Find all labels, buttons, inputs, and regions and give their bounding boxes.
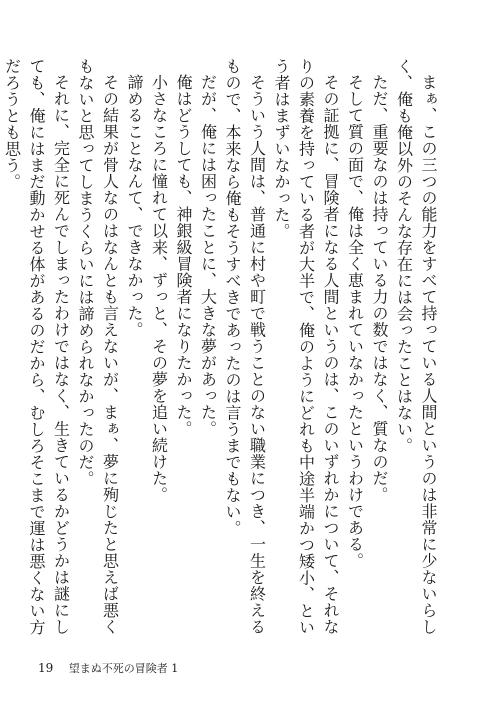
body-text <box>2 58 440 648</box>
running-title: 望まぬ不死の冒険者 1 <box>68 662 179 675</box>
paragraph: だが、俺には困ったことに、大きな夢があった。 <box>198 74 218 437</box>
paragraph: それに、完全に死んでしまったわけではなく、生きているかどうかは謎にしても、俺にはまだ動かせる体があるのだから、むしろそこまで運は悪くない方だろうとも思う。 <box>2 58 71 636</box>
paragraph: そして質の面で、俺は全く恵まれていなかったというわけである。 <box>345 74 365 569</box>
paragraph: 諦めることなんて、できなかった。 <box>125 74 144 338</box>
page-number: 19 <box>38 661 54 675</box>
paragraph: 小さなころに憧れて以来、ずっと、その夢を追い続けた。 <box>149 74 169 503</box>
paragraph: 俺はどうしても、神銀級冒険者になりたかった。 <box>174 74 193 437</box>
paragraph: ただ、重要なのは持っている力の数ではなく、質なのだ。 <box>370 74 389 503</box>
paragraph: その証拠に、冒険者になる人間というのは、このいずれかについて、それなりの素養を持っている者が大半で、俺のようにどれも中途半端かつ矮小、という者はまずいなかった。 <box>272 58 340 636</box>
paragraph: まぁ、この三つの能力をすべて持っている人間というのは非常に少ないらしく、俺も俺以外のそんな存在には会ったことはない。 <box>394 58 438 635</box>
page-footer <box>38 660 178 676</box>
paragraph: そういう人間は、普通に村や町で戦うことのない職業につき、一生を終えるもので、本来なら俺もそうすべきであったのは言うまでもない。 <box>223 58 267 635</box>
paragraph: その結果が骨人なのはなんとも言えないが、まぁ、夢に殉じたと思えば悪くもないと思ってしまうくらいには諦められなかったのだ。 <box>76 58 120 635</box>
